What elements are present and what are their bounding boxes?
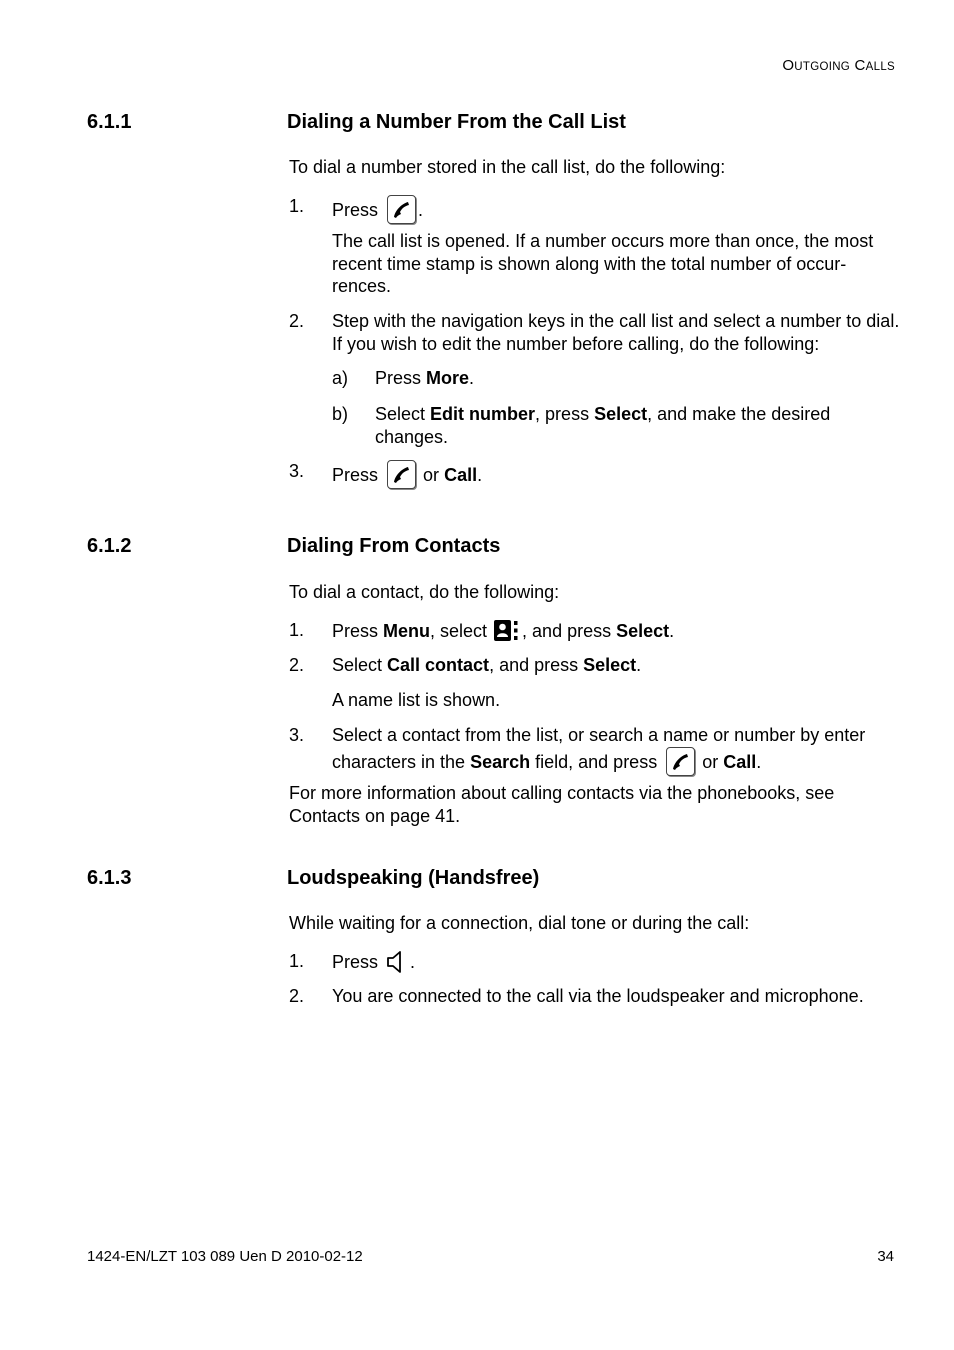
step-note: A name list is shown. (332, 690, 501, 710)
call-key-icon (666, 747, 695, 776)
substep-text: Press More. (375, 368, 475, 388)
step-text: Select a contact from the list, or search a name or number by enter characters in the Search field, and press or Call. (332, 724, 900, 776)
step-number: 3. (289, 725, 305, 745)
section-title: Dialing a Number From the Call List (287, 111, 626, 133)
step-text: Press or Call. (332, 460, 900, 489)
substep-label: b) (332, 404, 349, 424)
step-number: 2. (289, 311, 305, 331)
loudspeaker-icon (386, 950, 406, 980)
section-title: Loudspeaking (Handsfree) (287, 867, 540, 889)
step-text: Press Menu, select , and press Select. (332, 619, 900, 649)
step-number: 3. (289, 461, 305, 481)
section-intro: To dial a number stored in the call list, do the following: (289, 157, 726, 177)
step-text: Press . (332, 195, 900, 224)
section-number: 6.1.1 (87, 111, 132, 133)
section-number: 6.1.2 (87, 535, 132, 557)
step-number: 1. (289, 951, 305, 971)
section-number: 6.1.3 (87, 867, 132, 889)
step-number: 1. (289, 196, 305, 216)
page-number: 34 (877, 1248, 894, 1265)
call-key-icon (387, 460, 416, 489)
footer-doc-id: 1424-EN/LZT 103 089 Uen D 2010-02-12 (87, 1248, 363, 1265)
section-intro: While waiting for a connection, dial tone or during the call: (289, 913, 750, 933)
substep-label: a) (332, 368, 349, 388)
step-number: 1. (289, 620, 305, 640)
step-number: 2. (289, 655, 305, 675)
step-text: Select Call contact, and press Select. (332, 655, 642, 675)
step-note: The call list is opened. If a number occurs more than once, the most recent time stamp is shown along with the total number of occur-rences. (332, 231, 874, 296)
step-number: 2. (289, 986, 305, 1006)
section-title: Dialing From Contacts (287, 535, 501, 557)
step-text: Step with the navigation keys in the call list and select a number to dial. If you wish to edit the number before calling, do the following: (332, 311, 900, 354)
call-key-icon (387, 195, 416, 224)
running-header: OUTGOING CALLS (782, 57, 895, 74)
contacts-icon (493, 619, 519, 649)
substep-text: Select Edit number, press Select, and make the desired changes. (375, 404, 831, 447)
step-text: Press . (332, 950, 900, 980)
step-text: You are connected to the call via the loudspeaker and microphone. (332, 986, 864, 1006)
section-outro: For more information about calling contacts via the phonebooks, see Contacts on page 41. (289, 783, 835, 826)
section-intro: To dial a contact, do the following: (289, 582, 560, 602)
